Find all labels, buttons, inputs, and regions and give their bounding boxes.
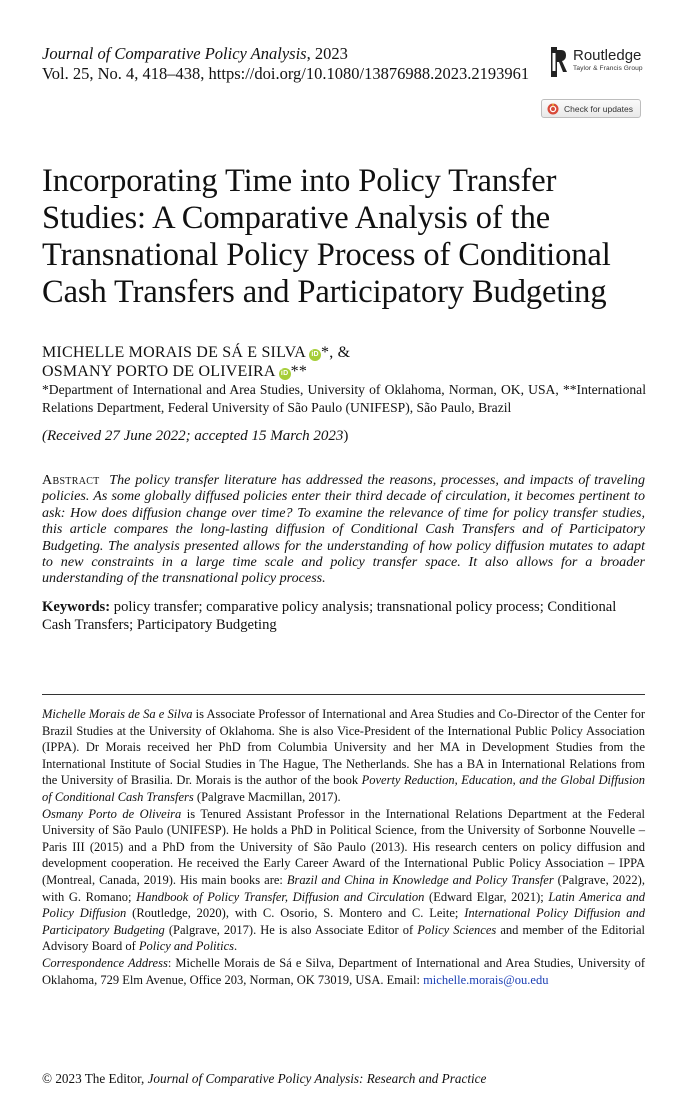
affiliations: *Department of International and Area Studies, University of Oklahoma, Norman, OK, USA, **International Relations Department, Federal University of São Paulo (UNIFESP), São Paulo, Brazil	[42, 382, 646, 415]
email-link[interactable]: michelle.morais@ou.edu	[423, 972, 549, 987]
orcid-icon[interactable]: iD	[309, 349, 321, 361]
author-bios	[42, 706, 645, 988]
article-title	[42, 163, 662, 311]
keywords-label: Keywords:	[42, 599, 111, 615]
check-for-updates-button[interactable]	[541, 99, 641, 118]
author-suffix-1: *, &	[321, 344, 351, 361]
routledge-logo	[551, 47, 646, 77]
title-line: Incorporating Time into Policy Transfer	[42, 163, 557, 199]
abstract-label: Abstract	[42, 472, 100, 488]
bio-2-name: Osmany Porto de Oliveira	[42, 806, 182, 821]
author-line-1	[42, 343, 350, 362]
bio-1-name: Michelle Morais de Sa e Silva	[42, 707, 193, 721]
publisher-subtitle: Taylor & Francis Group	[573, 65, 643, 72]
journal-year: , 2023	[306, 44, 348, 63]
received-dates	[42, 427, 348, 446]
bio-1-book: Poverty Reduction, Education, and the Global Diffusion of Conditional Cash Transfers	[42, 773, 645, 804]
bio-2-journal: Policy Sciences	[417, 922, 497, 937]
author-line-2	[42, 362, 350, 381]
bio-2-text: (Edward Elgar, 2021);	[424, 889, 549, 904]
author-suffix-2: **	[290, 363, 308, 380]
bio-2-text: and member of the Editorial Advisory Board of	[42, 922, 645, 954]
copyright-prefix: © 2023 The Editor,	[42, 1071, 148, 1086]
abstract-text: The policy transfer literature has addressed the reasons, processes, and impacts of traveling policies. As some globally diffused policies enter their third decade of circulation, it becomes pertinent to ask: How does diffusion change over time? To examine the relevance of time for policy transfer studies, this article compares the long-lasting diffusion of Conditional Cash Transfers and of Participatory Budgeting. The analysis presented allows for the understanding of how policy diffusion mutates to adapt to new constraints in a large time scale and policy transfer space. It also allows for a broader understanding of the transnational policy process.	[42, 472, 645, 587]
received-text: (Received 27 June 2022; accepted 15 March 2023	[42, 428, 344, 444]
received-close: )	[343, 428, 349, 444]
bio-1	[42, 706, 645, 806]
bio-2-book: International Policy Diffusion and Participatory Budgeting	[42, 906, 645, 937]
correspondence	[42, 955, 645, 988]
journal-volume-line[interactable]: Vol. 25, No. 4, 418–438, https://doi.org/10.1080/13876988.2023.2193961	[42, 64, 530, 83]
bio-2-text: is Tenured Assistant Professor in the International Relations Department at the Federal University of São Paulo (UNIFESP). He holds a PhD in Political Science, from the University of Sorbonne Nouvelle – Paris III (2015) and a PhD from the University of São Paulo (2013). His research centers on policy diffusion and development cooperation. He received the Early Career Award of the International Public Policy Association – IPPA (Montreal, Canada, 2019). His main books are:	[42, 806, 645, 887]
bio-2-book: Latin America and Policy Diffusion	[42, 889, 645, 921]
bio-2-book: Brazil and China in Knowledge and Policy Transfer	[286, 872, 554, 887]
title-line: Cash Transfers and Participatory Budgeting	[42, 274, 607, 310]
abstract	[42, 472, 645, 587]
bio-2-text: (Routledge, 2020), with C. Osorio, S. Montero and C. Leite;	[126, 906, 465, 921]
bio-1-end: (Palgrave Macmillan, 2017).	[193, 789, 341, 804]
copyright-journal: Journal of Comparative Policy Analysis: Research and Practice	[147, 1071, 487, 1086]
author-name-2: OSMANY PORTO DE OLIVEIRA	[42, 363, 276, 380]
journal-title-line	[42, 44, 529, 64]
journal-name: Journal of Comparative Policy Analysis	[42, 44, 307, 63]
check-for-updates-label: Check for updates	[564, 103, 633, 114]
copyright-footer	[42, 1070, 486, 1087]
update-badge-icon	[547, 103, 559, 115]
bio-2-book: Handbook of Policy Transfer, Diffusion and Circulation	[136, 889, 425, 904]
bio-1-text: is Associate Professor of International and Area Studies and Co-Director of the Center for Brazil Studies at the University of Oklahoma. She is also Vice-President of the International Public Policy Association (IPPA). Dr Morais received her PhD from Columbia University and her MA in Development Studies from the International Institute of Social Studies in The Hague, The Netherlands. She has a BA in International Relations from the University of Brasilia. Dr. Morais is the author of the book	[42, 707, 645, 788]
keywords-text: policy transfer; comparative policy analysis; transnational policy process; Conditional Cash Transfers; Participatory Budgeting	[42, 599, 617, 633]
footnote-divider	[42, 694, 645, 695]
journal-citation	[42, 44, 529, 84]
author-name-1: MICHELLE MORAIS DE SÁ E SILVA	[42, 344, 307, 361]
bio-2	[42, 806, 645, 955]
orcid-icon[interactable]: iD	[279, 368, 291, 380]
keywords	[42, 598, 645, 634]
bio-2-text: .	[234, 939, 238, 954]
bio-2-text: (Palgrave, 2017). He is also Associate Editor of	[164, 922, 418, 937]
bio-2-journal: Policy and Politics	[138, 939, 234, 954]
title-line: Studies: A Comparative Analysis of the	[42, 200, 551, 236]
bio-2-text: (Palgrave, 2022), with G. Romano;	[42, 872, 645, 904]
correspondence-text: : Michelle Morais de Sá e Silva, Department of International and Area Studies, University of Oklahoma, 729 Elm Avenue, Office 203, Norman, OK 73019, USA. Email:	[42, 955, 645, 987]
title-line: Transnational Policy Process of Conditional	[42, 237, 611, 273]
publisher-name: Routledge	[573, 47, 642, 64]
correspondence-label: Correspondence Address	[42, 955, 168, 970]
author-list	[42, 343, 350, 381]
routledge-r-icon	[551, 47, 569, 77]
